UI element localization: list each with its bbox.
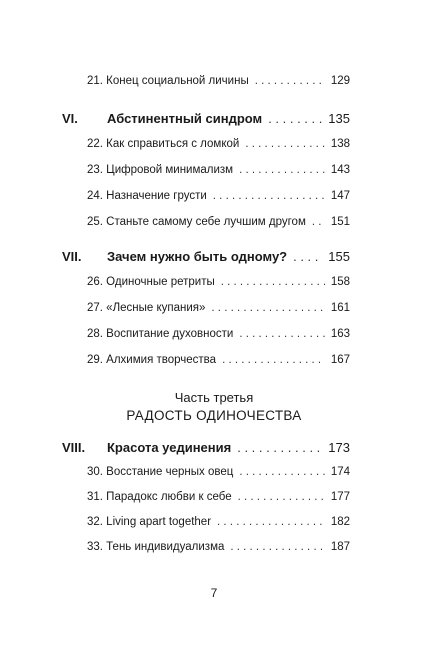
- toc-entry-title: 27. «Лесные купания»: [87, 302, 206, 314]
- chapter-number: VII.: [62, 249, 82, 264]
- toc-entry: [87, 516, 350, 528]
- toc-entry: [87, 491, 350, 503]
- toc-entry: [87, 466, 350, 478]
- leader-dots: [239, 328, 324, 340]
- toc-entry-page: 147: [330, 190, 350, 202]
- toc-entry-title: 29. Алхимия творчества: [87, 354, 217, 366]
- leader-dots: [237, 440, 322, 455]
- leader-dots: [213, 190, 325, 202]
- leader-dots: [312, 216, 325, 228]
- toc-entry: [87, 354, 350, 366]
- toc-entry-page: 182: [330, 516, 350, 528]
- toc-entry: [87, 276, 350, 288]
- leader-dots: [255, 75, 325, 87]
- toc-entry-title: 21. Конец социальной личины: [87, 75, 249, 87]
- leader-dots: [211, 302, 324, 314]
- leader-dots: [293, 249, 322, 264]
- chapter-number: VI.: [62, 111, 78, 126]
- toc-entry-title: 22. Как справиться с ломкой: [87, 138, 240, 150]
- toc-entry-page: 167: [330, 354, 350, 366]
- toc-entry-page: 187: [330, 541, 350, 553]
- toc-entry-page: 163: [330, 328, 350, 340]
- toc-entry-title: 28. Воспитание духовности: [87, 328, 234, 340]
- part-title: РАДОСТЬ ОДИНОЧЕСТВА: [126, 408, 302, 423]
- chapter-number: VIII.: [62, 440, 86, 455]
- chapter-title: Абстинентный синдром: [107, 111, 263, 126]
- toc-entry-page: 143: [330, 164, 350, 176]
- toc-entry-title: 31. Парадокс любви к себе: [87, 491, 232, 503]
- toc-entry-page: 174: [330, 466, 350, 478]
- leader-dots: [268, 111, 322, 126]
- page-number: 7: [210, 586, 218, 600]
- toc-entry-title: 30. Восстание черных овец: [87, 466, 234, 478]
- leader-dots: [245, 138, 325, 150]
- toc-entry-title: 25. Станьте самому себе лучшим другом: [87, 216, 306, 228]
- chapter-page: 155: [328, 249, 350, 264]
- chapter-title: Красота уединения: [107, 440, 232, 455]
- toc-chapter: [62, 440, 350, 455]
- leader-dots: [239, 466, 324, 478]
- leader-dots: [238, 491, 325, 503]
- leader-dots: [221, 276, 325, 288]
- toc-entry-page: 138: [330, 138, 350, 150]
- toc-entry-title: 33. Тень индивидуализма: [87, 541, 225, 553]
- toc-entry-title: 23. Цифровой минимализм: [87, 164, 234, 176]
- toc-entry: [87, 164, 350, 176]
- toc-entry-title: 32. Living apart together: [87, 516, 212, 528]
- toc-chapter: [62, 249, 350, 264]
- leader-dots: [230, 541, 324, 553]
- toc-entry: [87, 75, 350, 87]
- toc-entry: [87, 216, 350, 228]
- toc-entry: [87, 541, 350, 553]
- toc-entry-page: 151: [330, 216, 350, 228]
- toc-entry: [87, 138, 350, 150]
- toc-entry: [87, 328, 350, 340]
- chapter-page: 135: [328, 111, 350, 126]
- leader-dots: [239, 164, 325, 176]
- toc-entry: [87, 190, 350, 202]
- toc-chapter: [62, 111, 350, 126]
- toc-entry-title: 26. Одиночные ретриты: [87, 276, 215, 288]
- part-label: Часть третья: [174, 390, 254, 405]
- toc-entry-page: 129: [330, 75, 350, 87]
- toc-entry-page: 161: [330, 302, 350, 314]
- toc-entry-page: 177: [330, 491, 350, 503]
- toc-entry-title: 24. Назначение грусти: [87, 190, 207, 202]
- toc-entry-page: 158: [330, 276, 350, 288]
- leader-dots: [217, 516, 325, 528]
- chapter-page: 173: [328, 440, 350, 455]
- toc-entry: [87, 302, 350, 314]
- leader-dots: [222, 354, 325, 366]
- chapter-title: Зачем нужно быть одному?: [107, 249, 288, 264]
